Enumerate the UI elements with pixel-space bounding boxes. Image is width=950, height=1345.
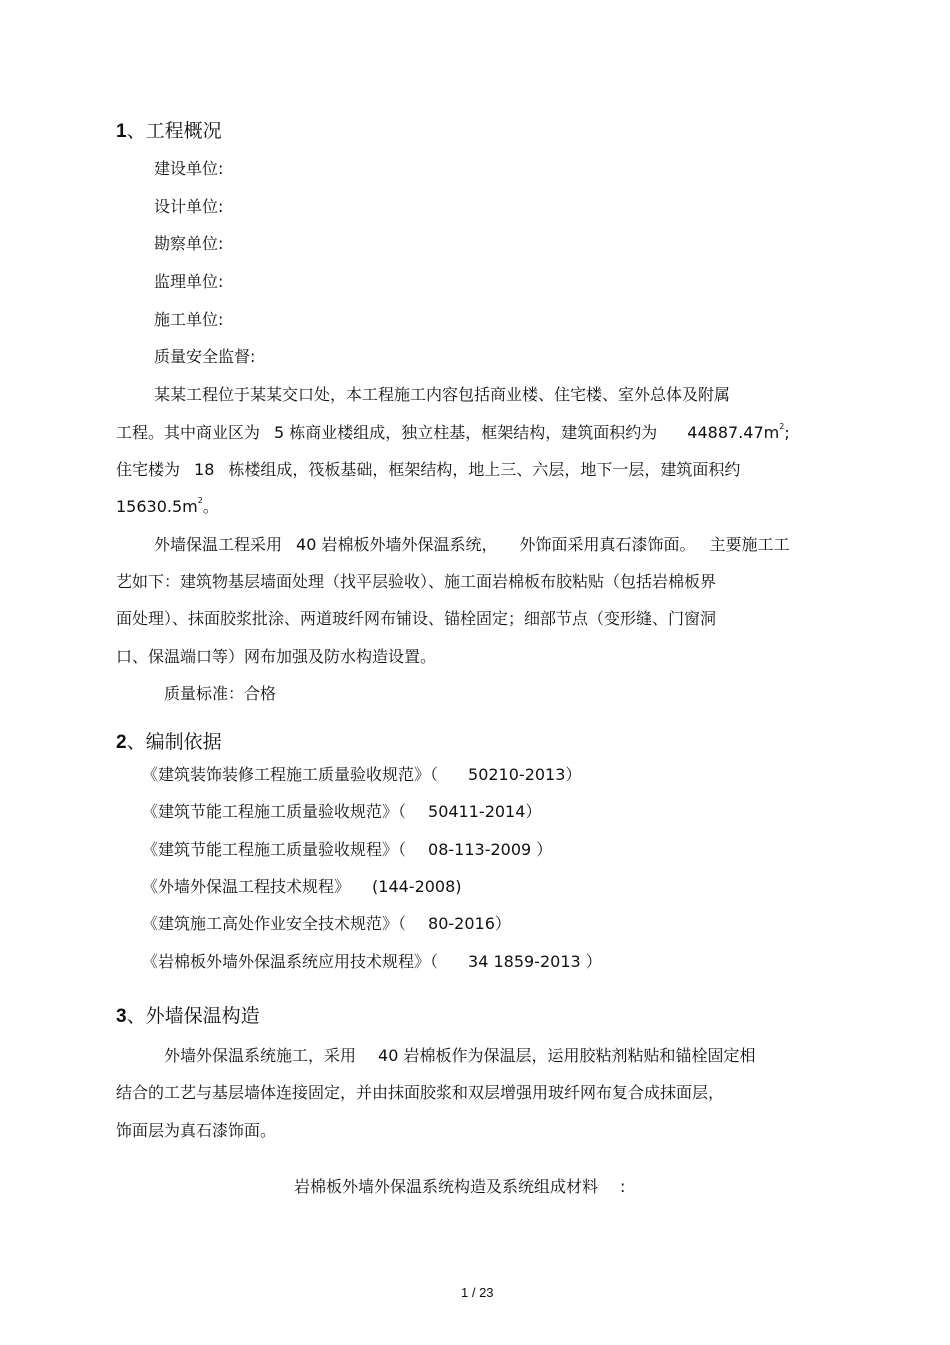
- unit-construction: 建设单位:: [154, 159, 224, 178]
- reference-item: [142, 952, 602, 972]
- reference-item: [142, 802, 541, 822]
- insulation-line-1d: 主要施工工: [709, 535, 790, 554]
- page-number: 1 / 23: [461, 1285, 494, 1300]
- construction-line-3: 饰面层为真石漆饰面。: [116, 1121, 277, 1140]
- figure-caption-text: 岩棉板外墙外保温系统构造及系统组成材料: [294, 1177, 599, 1196]
- overview-line-3: [116, 460, 740, 480]
- overview-line-4: [116, 497, 219, 520]
- overview-line-4b: 。: [202, 497, 219, 516]
- overview-line-3c: 栋楼组成，筏板基础，框架结构，地上三、六层，地下一层，建筑面积约: [228, 460, 741, 479]
- overview-area-residential: 15630.5m: [116, 497, 198, 516]
- overview-area-commercial: 44887.47m: [687, 423, 780, 442]
- insulation-line-1: [154, 535, 790, 555]
- reference-name: 《建筑装饰装修工程施工质量验收规范》（: [142, 765, 439, 784]
- figure-caption: [294, 1177, 625, 1197]
- section-3-heading: [116, 1001, 260, 1028]
- reference-item: [142, 914, 511, 934]
- insulation-line-2: 艺如下：建筑物基层墙面处理（找平层验收）、施工面岩棉板布胶粘贴（包括岩棉板界: [116, 572, 717, 591]
- unit-supervision: 监理单位:: [154, 272, 224, 291]
- overview-line-2: [116, 423, 790, 446]
- reference-code: 50411-2014）: [428, 802, 542, 821]
- insulation-line-1a: 外墙保温工程采用: [154, 535, 283, 554]
- reference-code: 34 1859-2013 ）: [468, 952, 602, 971]
- section-2-heading: [116, 727, 222, 754]
- section-1-number: 1: [116, 121, 127, 142]
- insulation-line-1b: 40 岩棉板外墙外保温系统，: [296, 535, 498, 554]
- overview-line-3b: 18: [194, 460, 215, 479]
- construction-line-1: [164, 1046, 755, 1066]
- section-2-title: 、编制依据: [126, 731, 222, 753]
- reference-name: 《岩棉板外墙外保温系统应用技术规程》（: [142, 952, 439, 971]
- construction-line-2: 结合的工艺与基层墙体连接固定，并由抹面胶浆和双层增强用玻纤网布复合成抹面层，: [116, 1083, 725, 1102]
- unit-contractor: 施工单位:: [154, 310, 224, 329]
- figure-caption-colon: :: [620, 1177, 626, 1196]
- reference-code: 80-2016）: [428, 914, 511, 933]
- reference-item: [142, 765, 581, 785]
- construction-line-1b: 40 岩棉板作为保温层，运用胶粘剂粘贴和锚栓固定相: [378, 1046, 756, 1065]
- section-3-title: 、外墙保温构造: [126, 1005, 260, 1027]
- construction-line-1a: 外墙外保温系统施工，采用: [164, 1046, 357, 1065]
- reference-name: 《建筑施工高处作业安全技术规范》（: [142, 914, 407, 933]
- section-1-title: 、工程概况: [126, 120, 222, 142]
- overview-line-2d: ;: [784, 423, 790, 442]
- overview-line-2b: 5 栋商业楼组成，独立柱基，框架结构，建筑面积约为: [274, 423, 658, 442]
- reference-name: 《建筑节能工程施工质量验收规程》（: [142, 840, 407, 859]
- unit-design: 设计单位:: [154, 197, 224, 216]
- insulation-line-3: 面处理）、抹面胶浆批涂、两道玻纤网布铺设、锚栓固定；细部节点（变形缝、门窗洞: [116, 609, 717, 628]
- insulation-line-1c: 外饰面采用真石漆饰面。: [519, 535, 696, 554]
- reference-code: 08-113-2009 ）: [428, 840, 553, 859]
- section-2-number: 2: [116, 732, 127, 753]
- quality-standard: 质量标准：合格: [164, 684, 277, 703]
- unit-quality-supervision: 质量安全监督:: [154, 347, 256, 366]
- overview-line-1: 某某工程位于某某交口处，本工程施工内容包括商业楼、住宅楼、室外总体及附属: [154, 385, 731, 404]
- reference-name: 《建筑节能工程施工质量验收规范》（: [142, 802, 407, 821]
- reference-item: [142, 840, 552, 860]
- unit-survey: 勘察单位:: [154, 234, 224, 253]
- section-3-number: 3: [116, 1006, 127, 1027]
- insulation-line-4: 口、保温端口等）网布加强及防水构造设置。: [116, 647, 437, 666]
- overview-line-3a: 住宅楼为: [116, 460, 181, 479]
- reference-code: (144-2008): [372, 877, 462, 896]
- section-1-heading: [116, 116, 222, 143]
- reference-item: [142, 877, 462, 897]
- reference-name: 《外墙外保温工程技术规程》: [142, 877, 351, 896]
- overview-area-commercial-sup: 2: [779, 422, 785, 431]
- reference-code: 50210-2013）: [468, 765, 582, 784]
- overview-line-2a: 工程。其中商业区为: [116, 423, 261, 442]
- overview-area-residential-sup: 2: [197, 496, 203, 505]
